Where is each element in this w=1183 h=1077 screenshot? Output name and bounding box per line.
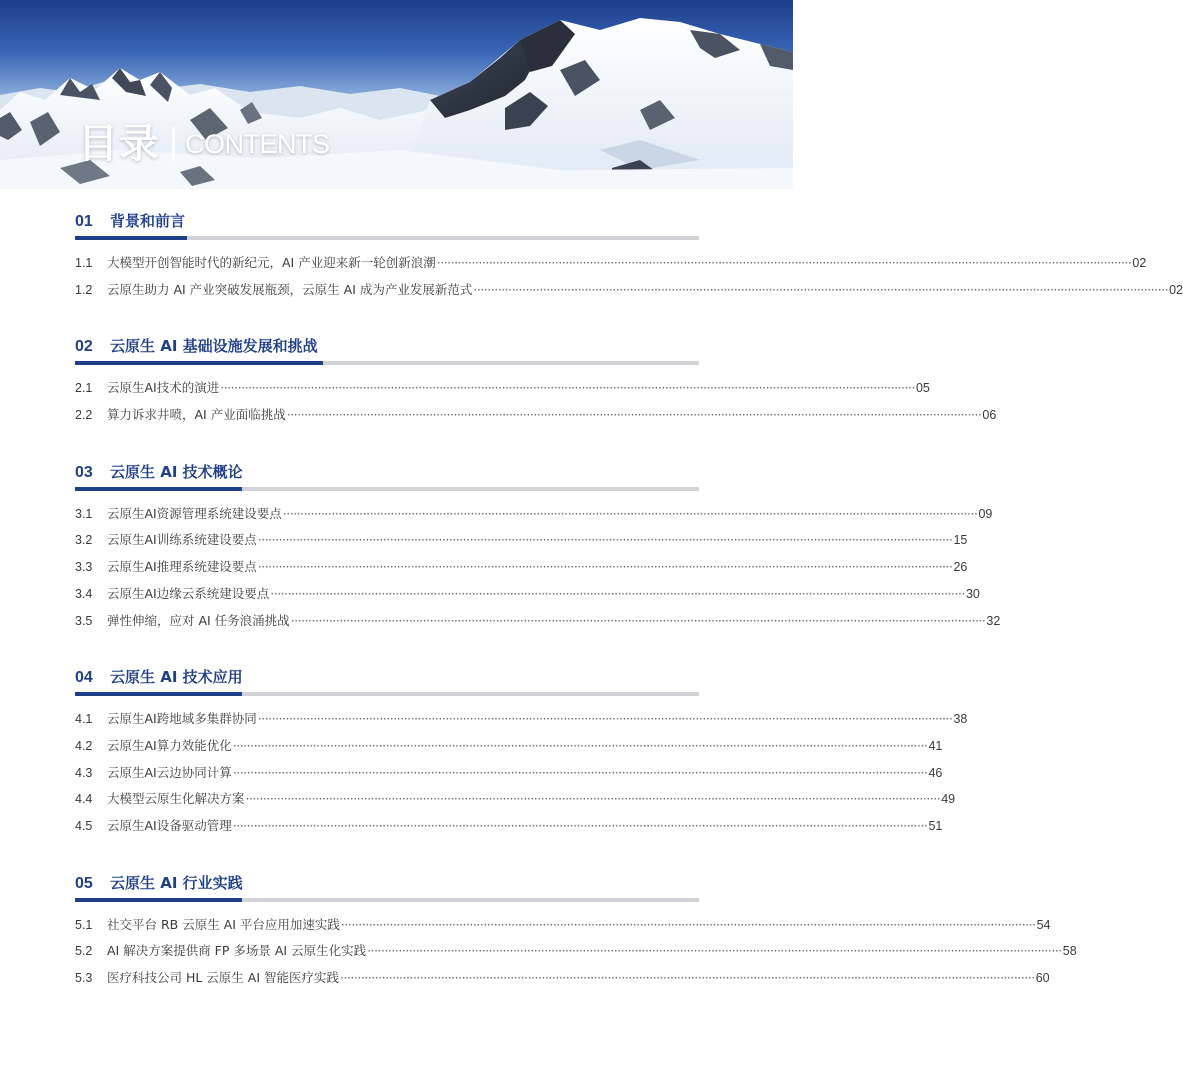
section-heading[interactable] [75, 664, 699, 690]
entry-page-number: 15 [953, 533, 968, 548]
section-heading[interactable] [75, 208, 699, 234]
entry-number: 3.4 [75, 586, 93, 601]
dot-leader: ········································································································································································································ [232, 737, 928, 753]
section-divider [75, 236, 699, 240]
section-title: 背景和前言 [110, 212, 186, 230]
dot-leader: ········································································································································································································ [257, 711, 953, 727]
section-divider [75, 361, 699, 365]
entry-title: 云原生AI资源管理系统建设要点 [107, 505, 282, 521]
toc-entry[interactable] [75, 527, 968, 554]
dot-leader: ········································································································································································································ [436, 255, 1132, 270]
entry-title: 云原生AI算力效能优化 [107, 737, 232, 753]
entry-page-number: 38 [953, 712, 968, 727]
dot-leader: ········································································································································································································ [232, 817, 928, 833]
section-divider [75, 692, 699, 696]
dot-leader: ········································································································································································································ [286, 407, 982, 423]
entry-title: 云原生助力 AI 产业突破发展瓶颈，云原生 AI 成为产业发展新范式 [107, 281, 473, 297]
contents-title-en: CONTENTS [185, 129, 330, 159]
dot-leader: ········································································································································································································ [270, 585, 965, 601]
dot-leader: ········································································································································································································ [473, 281, 1169, 297]
section-number: 03 [75, 463, 93, 481]
entry-title: 云原生AI技术的演进 [107, 380, 220, 396]
entry-page-number: 54 [1036, 917, 1051, 932]
entry-number: 1.2 [75, 282, 93, 297]
entry-number: 4.5 [75, 818, 93, 833]
section-title: 云原生 AI 行业实践 [110, 873, 243, 892]
entry-page-number: 46 [928, 765, 943, 780]
entry-number: 3.5 [75, 613, 93, 628]
entry-page-number: 05 [915, 381, 930, 396]
dot-leader: ········································································································································································································ [232, 764, 928, 780]
entry-page-number: 30 [965, 586, 980, 601]
section-number: 05 [75, 874, 93, 892]
entry-title: AI 解决方案提供商 FP 多场景 AI 云原生化实践 [107, 943, 367, 959]
entry-page-number: 02 [1132, 256, 1147, 270]
entry-title: 弹性伸缩，应对 AI 任务浪涌挑战 [107, 612, 290, 628]
toc-entry[interactable] [75, 786, 956, 813]
toc-entry[interactable] [75, 733, 943, 760]
entry-number: 3.3 [75, 560, 93, 575]
header-banner [0, 0, 793, 189]
entry-page-number: 06 [982, 408, 997, 423]
toc-entry[interactable] [75, 912, 1051, 939]
entry-number: 3.2 [75, 533, 93, 548]
section-divider [75, 898, 699, 902]
toc-section [75, 333, 997, 428]
toc-entry[interactable] [75, 277, 1183, 304]
entry-page-number: 60 [1035, 971, 1050, 985]
contents-title-cn: 目录 [78, 121, 160, 167]
section-title: 云原生 AI 基础设施发展和挑战 [110, 337, 318, 356]
entry-page-number: 58 [1062, 944, 1077, 959]
entry-number: 5.1 [75, 917, 93, 932]
toc-entry[interactable] [75, 813, 943, 840]
entry-number: 5.2 [75, 944, 93, 959]
entry-title: 大模型云原生化解决方案 [107, 791, 245, 807]
entry-page-number: 09 [978, 506, 993, 521]
entry-title: 社交平台 RB 云原生 AI 平台应用加速实践 [107, 916, 340, 932]
toc-entry[interactable] [75, 250, 1147, 277]
entry-title: 云原生AI设备驱动管理 [107, 817, 232, 833]
entry-number: 1.1 [75, 256, 93, 270]
section-divider-accent [75, 692, 242, 696]
section-heading[interactable] [75, 459, 699, 485]
entry-number: 4.1 [75, 712, 93, 727]
toc-entry[interactable] [75, 760, 943, 787]
entry-number: 3.1 [75, 506, 93, 521]
dot-leader: ········································································································································································································ [257, 532, 953, 548]
entry-number: 4.3 [75, 765, 93, 780]
entry-page-number: 41 [928, 738, 943, 753]
section-divider-accent [75, 898, 242, 902]
entry-title: 大模型开创智能时代的新纪元，AI 产业迎来新一轮创新浪潮 [107, 255, 436, 270]
toc-entry[interactable] [75, 608, 1001, 635]
dot-leader: ········································································································································································································ [220, 380, 915, 396]
entry-page-number: 49 [941, 792, 956, 807]
section-divider-accent [75, 487, 242, 491]
dot-leader: ········································································································································································································ [290, 612, 986, 628]
entry-page-number: 26 [953, 560, 968, 575]
entry-title: 算力诉求井喷，AI 产业面临挑战 [107, 407, 286, 423]
entry-number: 4.4 [75, 792, 93, 807]
toc-entry[interactable] [75, 706, 968, 733]
dot-leader: ········································································································································································································ [367, 943, 1062, 959]
toc-entry[interactable] [75, 554, 968, 581]
dot-leader: ········································································································································································································ [340, 916, 1036, 932]
dot-leader: ········································································································································································································ [340, 970, 1035, 985]
section-heading[interactable] [75, 333, 699, 359]
entry-title: 云原生AI推理系统建设要点 [107, 559, 257, 575]
toc-entry[interactable] [75, 581, 980, 608]
section-title: 云原生 AI 技术概论 [110, 462, 243, 481]
entry-page-number: 32 [986, 613, 1001, 628]
toc-section [75, 208, 1183, 303]
toc-section [75, 459, 1001, 634]
section-divider [75, 487, 699, 491]
entry-title: 云原生AI跨地域多集群协同 [107, 711, 257, 727]
section-divider-accent [75, 236, 187, 240]
section-number: 04 [75, 669, 93, 687]
section-number: 02 [75, 338, 93, 356]
dot-leader: ········································································································································································································ [282, 505, 978, 521]
entry-number: 2.2 [75, 408, 93, 423]
section-heading[interactable] [75, 870, 699, 896]
entry-title: 医疗科技公司 HL 云原生 AI 智能医疗实践 [107, 970, 339, 985]
entry-title: 云原生AI边缘云系统建设要点 [107, 585, 270, 601]
entry-page-number: 02 [1169, 282, 1183, 297]
entry-title: 云原生AI训练系统建设要点 [107, 532, 257, 548]
entry-number: 4.2 [75, 738, 93, 753]
contents-heading [78, 120, 330, 168]
toc-entry[interactable] [75, 938, 1077, 965]
entry-title: 云原生AI云边协同计算 [107, 764, 232, 780]
toc-entry[interactable] [75, 501, 993, 528]
toc-entry[interactable] [75, 402, 997, 429]
dot-leader: ········································································································································································································ [245, 791, 941, 807]
dot-leader: ········································································································································································································ [257, 559, 953, 575]
toc-section [75, 664, 968, 839]
toc-entry[interactable] [75, 375, 930, 402]
table-of-contents [75, 208, 1183, 1022]
toc-entry[interactable] [75, 965, 1050, 992]
entry-page-number: 51 [928, 818, 943, 833]
toc-section [75, 870, 1077, 992]
entry-number: 5.3 [75, 971, 93, 985]
section-divider-accent [75, 361, 323, 365]
title-divider [172, 127, 175, 161]
section-title: 云原生 AI 技术应用 [110, 668, 243, 687]
section-number: 01 [75, 213, 93, 230]
entry-number: 2.1 [75, 381, 93, 396]
